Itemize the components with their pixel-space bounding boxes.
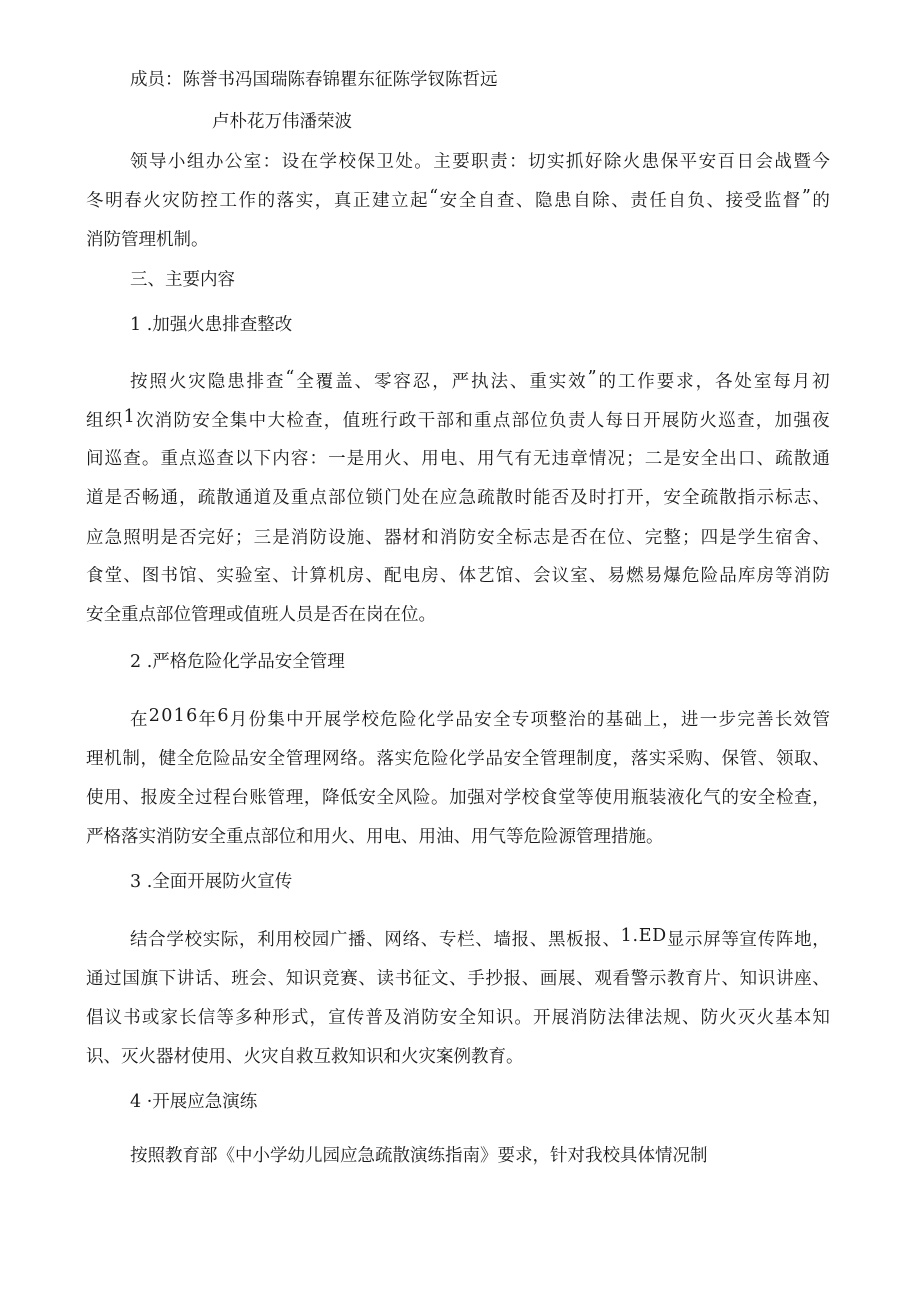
item-2-line-3: 使 用 、 报 废 全 过 程 台 账 管 理 ， 降 低 安 全 风 险 。 加 强 对 学 校 食 堂 等 使 用 瓶 装 液 化 气 的 安 全 检 查 ， xyxy=(86,788,830,808)
members-line-2: 卢朴花万伟潘荣波 xyxy=(212,112,352,132)
item-2-line-2: 理 机 制 ， 健 全 危 险 品 安 全 管 理 网 络 。 落 实 危 险 化 学 品 安 全 管 理 制 度 ， 落 实 采 购 、 保 管 、 领 取 、 xyxy=(86,749,830,769)
office-line-3: 消防管理机制。 xyxy=(86,230,209,250)
item-1-line-2: 组 织 1 次 消 防 安 全 集 中 大 检 查 ， 值 班 行 政 干 部 和 重 点 部 位 负 责 人 每 日 开 展 防 火 巡 查 ， 加 强 夜 xyxy=(86,407,830,431)
item-3-line-1: 结 合 学 校 实 际 ， 利 用 校 园 广 播 、 网 络 、 专 栏 、 墙 报 、 黑 板 报 、 1 . E D 显 示 屏 等 宣 传 阵 地 ， xyxy=(130,926,830,950)
item-3-line-4: 识、灭火器材使用、火灾自救互救知识和火灾案例教育。 xyxy=(86,1047,524,1067)
item-1-line-7: 安全重点部位管理或值班人员是否在岗在位。 xyxy=(86,605,436,625)
item-1-line-6: 食 堂 、 图 书 馆 、 实 验 室 、 计 算 机 房 、 配 电 房 、 体 艺 馆 、 会 议 室 、 易 燃 易 爆 危 险 品 库 房 等 消 防 xyxy=(86,566,830,586)
item-1-line-4: 道 是 否 畅 通 ， 疏 散 通 道 及 重 点 部 位 锁 门 处 在 应 急 疏 散 时 能 否 及 时 打 开 ， 安 全 疏 散 指 示 标 志 、 xyxy=(86,488,830,508)
item-2-line-1: 在 2 0 1 6 年 6 月 份 集 中 开 展 学 校 危 险 化 学 品 安 全 专 项 整 治 的 基 础 上 ， 进 一 步 完 善 长 效 管 xyxy=(130,706,830,730)
office-line-2: 冬 明 春 火 灾 防 控 工 作 的 落 实 ， 真 正 建 立 起 “ 安 全 自 查 、 隐 患 自 除 、 责 任 自 负 、 接 受 监 督 ” 的 xyxy=(86,187,830,211)
item-4-heading: 4 ·开展应急演练 xyxy=(130,1092,258,1112)
item-1-heading: 1 .加强火患排查整改 xyxy=(130,315,293,335)
item-2-line-4: 严格落实消防安全重点部位和用火、用电、用油、用气等危险源管理措施。 xyxy=(86,827,664,847)
section-heading: 三、主要内容 xyxy=(130,270,235,290)
office-line-1: 领 导 小 组 办 公 室 ： 设 在 学 校 保 卫 处 。 主 要 职 责 ： 切 实 抓 好 除 火 患 保 平 安 百 日 会 战 暨 今 xyxy=(130,152,830,172)
item-3-line-2: 通 过 国 旗 下 讲 话 、 班 会 、 知 识 竞 赛 、 读 书 征 文 、 手 抄 报 、 画 展 、 观 看 警 示 教 育 片 、 知 识 讲 座 、 xyxy=(86,969,830,989)
item-4-line-1: 按照教育部《中小学幼儿园应急疏散演练指南》要求，针对我校具体情况制 xyxy=(130,1146,708,1166)
item-3-heading: 3 .全面开展防火宣传 xyxy=(130,872,293,892)
item-1-line-3: 间 巡 查 。 重 点 巡 查 以 下 内 容 ： 一 是 用 火 、 用 电 、 用 气 有 无 违 章 情 况 ； 二 是 安 全 出 口 、 疏 散 通 xyxy=(86,449,830,469)
item-1-line-1: 按 照 火 灾 隐 患 排 查 “ 全 覆 盖 、 零 容 忍 ， 严 执 法 、 重 实 效 ” 的 工 作 要 求 ， 各 处 室 每 月 初 xyxy=(130,368,830,392)
item-3-line-3: 倡 议 书 或 家 长 信 等 多 种 形 式 ， 宣 传 普 及 消 防 安 全 知 识 。 开 展 消 防 法 律 法 规 、 防 火 灭 火 基 本 知 xyxy=(86,1008,830,1028)
item-1-line-5: 应 急 照 明 是 否 完 好 ； 三 是 消 防 设 施 、 器 材 和 消 防 安 全 标 志 是 否 在 位 、 完 整 ； 四 是 学 生 宿 舍 、 xyxy=(86,528,830,548)
item-2-heading: 2 .严格危险化学品安全管理 xyxy=(130,652,345,672)
members-line-1: 成员：陈誉书冯国瑞陈春锦瞿东征陈学钗陈哲远 xyxy=(130,70,498,90)
